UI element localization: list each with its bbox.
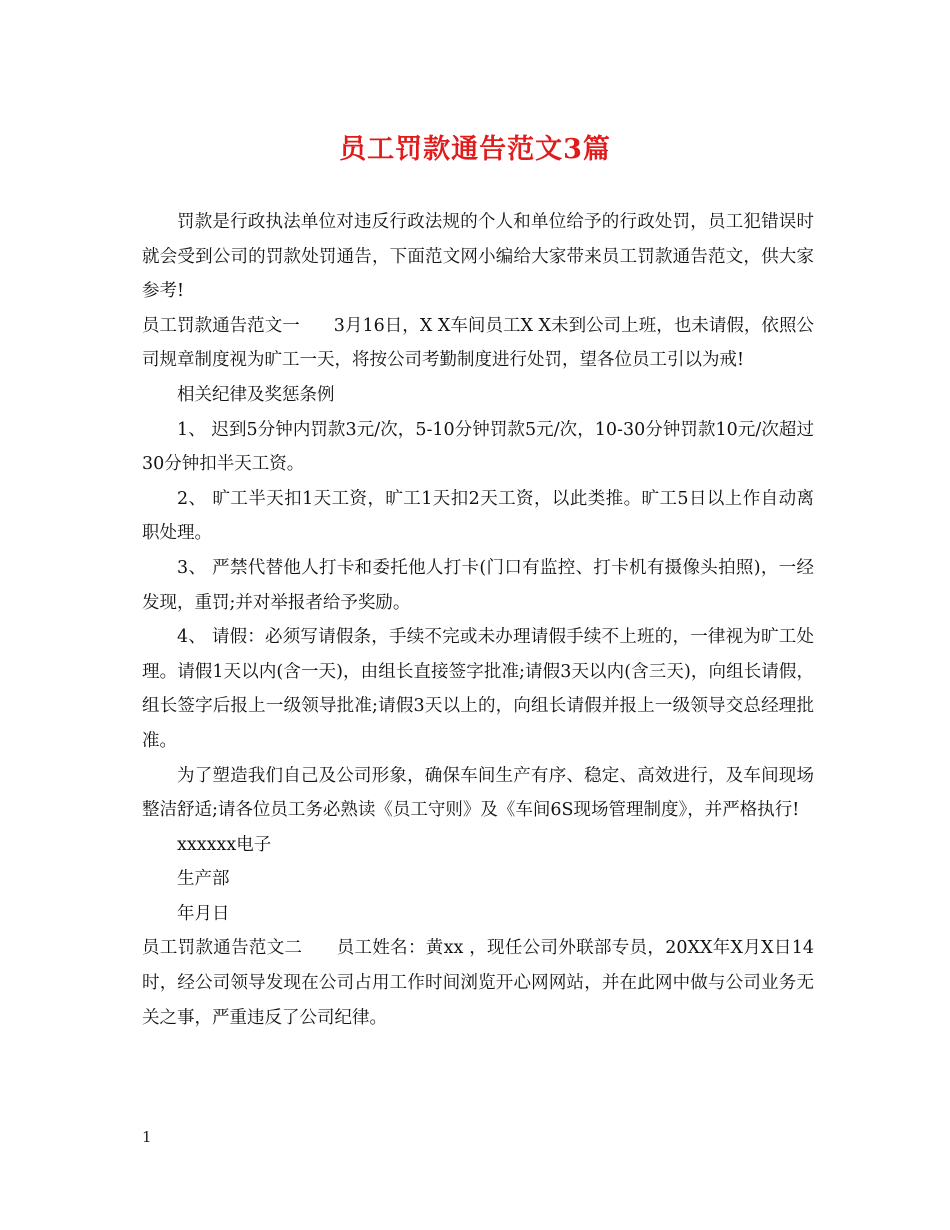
intro-paragraph: 罚款是行政执法单位对违反行政法规的个人和单位给予的行政处罚，员工犯错误时就会受到公司的罚款处罚通告，下面范文网小编给大家带来员工罚款通告范文，供大家参考! xyxy=(142,212,814,302)
rule-item: 3、 严禁代替他人打卡和委托他人打卡(门口有监控、打卡机有摄像头拍照)，一经发现，重罚;并对举报者给予奖励。 xyxy=(142,557,814,613)
signature-date: 年月日 xyxy=(177,903,230,924)
rule-item: 2、 旷工半天扣1天工资，旷工1天扣2天工资，以此类推。旷工5日以上作自动离职处理。 xyxy=(142,488,814,544)
rules-heading: 相关纪律及奖惩条例 xyxy=(177,384,335,405)
document-body xyxy=(142,205,814,1035)
sample-two-paragraph xyxy=(142,931,814,1035)
rule-item: 4、 请假：必须写请假条，手续不完或未办理请假手续不上班的，一律视为旷工处理。请假1天以内(含一天)，由组长直接签字批准;请假3天以内(含三天)，向组长请假，组长签字后报上一级领导批准;请假3天以上的，向组长请假并报上一级领导交总经理批准。 xyxy=(142,627,814,751)
signature-company: xxxxxx电子 xyxy=(177,834,272,855)
sample-one-text: 3月16日，X X车间员工X X未到公司上班，也未请假，依照公司规章制度视为旷工一天，将按公司考勤制度进行处罚，望各位员工引以为戒! xyxy=(142,315,814,371)
page-number: 1 xyxy=(142,1128,152,1146)
sample-two-heading: 员工罚款通告范文二 xyxy=(142,938,303,959)
sample-two-text: 员工姓名：黄xx ，现任公司外联部专员，20XX年X月X日14时，经公司领导发现在公司占用工作时间浏览开心网网站，并在此网中做与公司业务无关之事，严重违反了公司纪律。 xyxy=(142,938,815,1028)
signature-department: 生产部 xyxy=(177,869,230,890)
sample-one-paragraph xyxy=(142,309,814,378)
document-title: 员工罚款通告范文3篇 xyxy=(339,134,611,165)
closing-paragraph: 为了塑造我们自己及公司形象，确保车间生产有序、稳定、高效进行，及车间现场整洁舒适;请各位员工务必熟读《员工守则》及《车间6S现场管理制度》，并严格执行! xyxy=(142,765,814,821)
rule-item: 1、 迟到5分钟内罚款3元/次，5-10分钟罚款5元/次，10-30分钟罚款10元/次超过30分钟扣半天工资。 xyxy=(142,419,814,475)
sample-one-heading: 员工罚款通告范文一 xyxy=(142,315,300,336)
